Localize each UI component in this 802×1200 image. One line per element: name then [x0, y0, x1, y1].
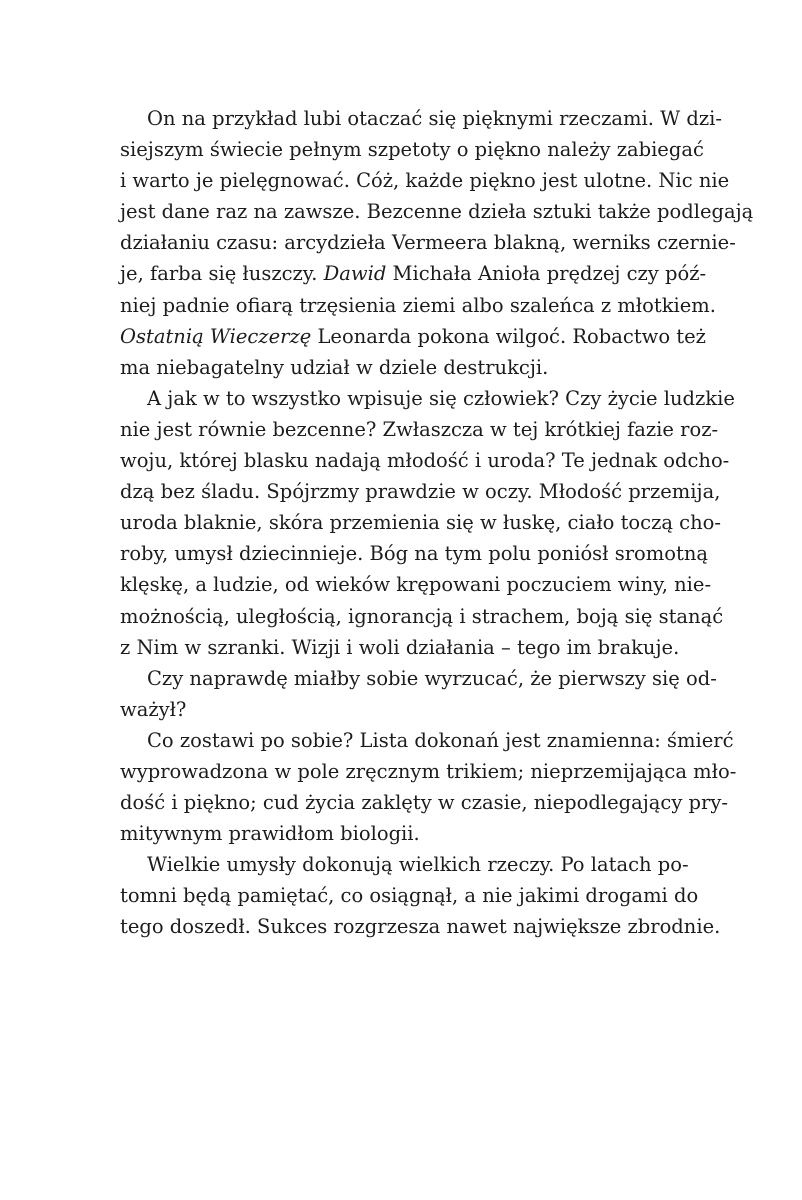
text-run: tego doszedł. Sukces rozgrzesza nawet największe zbrodnie.: [120, 915, 721, 939]
text-line: [120, 507, 721, 538]
text-line: [120, 414, 719, 445]
text-run: ważył?: [120, 697, 187, 721]
text-line: [120, 227, 736, 258]
text-run: klęskę, a ludzie, od wieków krępowani poczuciem winy, nie-: [120, 573, 712, 597]
text-line: [120, 911, 721, 942]
text-run: woju, której blasku nadają młodość i uroda? Te jednak odcho-: [120, 449, 730, 473]
text-line: [120, 787, 728, 818]
text-line: [120, 569, 712, 600]
text-line: [120, 694, 665, 725]
text-run: uroda blaknie, skóra przemienia się w łuskę, ciało toczą cho-: [120, 511, 721, 535]
paragraph: [120, 103, 754, 383]
text-line: [120, 538, 709, 569]
text-line: [120, 352, 665, 383]
text-run: niej padnie ofiarą trzęsienia ziemi albo szaleńca z młotkiem.: [120, 293, 716, 317]
text-run: Leonarda pokona wilgoć. Robactwo też: [311, 324, 706, 348]
text-line: [120, 818, 665, 849]
text-run: On na przykład lubi otaczać się pięknymi rzeczami. W dzi-: [147, 107, 722, 130]
text-run: Wielkie umysły dokonują wielkich rzeczy. Po latach po-: [147, 853, 689, 877]
text-run: je, farba się łuszczy.: [120, 262, 324, 286]
text-run: z Nim w szranki. Wizji i woli działania – tego im brakuje.: [120, 635, 680, 659]
text-run: siejszym świecie pełnym szpetoty o piękno należy zabiegać: [120, 138, 704, 162]
text-line: [120, 756, 737, 787]
text-line: [120, 663, 717, 694]
text-run: roby, umysł dziecinnieje. Bóg na tym polu poniósł sromotną: [120, 542, 709, 566]
text-run: nie jest równie bezcenne? Zwłaszcza w tej krótkiej fazie roz-: [120, 417, 719, 441]
text-line: [120, 258, 707, 289]
text-line: [120, 383, 735, 414]
text-run: Co zostawi po sobie? Lista dokonań jest znamienna: śmierć: [147, 728, 734, 752]
text-line: [120, 290, 716, 321]
text-line: [120, 134, 704, 165]
text-line: [120, 849, 689, 880]
text-run: ma niebagatelny udział w dziele destrukcji.: [120, 355, 549, 379]
text-line: [120, 880, 699, 911]
text-line: [120, 321, 706, 352]
text-run: Michała Anioła prędzej czy póź-: [386, 262, 707, 286]
text-run: działaniu czasu: arcydzieła Vermeera blakną, werniks czernie-: [120, 231, 736, 255]
text-line: [120, 632, 680, 663]
text-run: Czy naprawdę miałby sobie wyrzucać, że pierwszy się od-: [147, 666, 717, 690]
text-run: jest dane raz na zawsze. Bezcenne dzieła sztuki także podlegają: [120, 200, 754, 224]
text-run: i warto je pielęgnować. Cóż, każde piękno jest ulotne. Nic nie: [120, 169, 730, 193]
text-line: [120, 165, 730, 196]
text-line: [120, 103, 722, 134]
text-line: [120, 445, 730, 476]
paragraph: [120, 663, 717, 725]
text-line: [120, 196, 754, 227]
text-run: A jak w to wszystko wpisuje się człowiek? Czy życie ludzkie: [147, 386, 735, 410]
paragraph: [120, 383, 735, 663]
text-line: [120, 725, 734, 756]
italic-title: Dawid: [323, 262, 387, 286]
paragraph: [120, 725, 737, 849]
text-run: dzą bez śladu. Spójrzmy prawdzie w oczy. Młodość przemija,: [120, 480, 721, 504]
italic-title: Ostatnią Wieczerzę: [120, 324, 312, 348]
body-text: [120, 103, 754, 943]
text-run: mitywnym prawidłom biologii.: [120, 822, 420, 846]
text-line: [120, 476, 721, 507]
text-run: wyprowadzona w pole zręcznym trikiem; nieprzemijająca mło-: [120, 759, 737, 783]
text-run: możnością, uległością, ignorancją i strachem, boją się stanąć: [120, 604, 724, 628]
paragraph: [120, 849, 721, 942]
text-run: dość i piękno; cud życia zaklęty w czasie, niepodlegający pry-: [120, 791, 728, 815]
text-run: tomni będą pamiętać, co osiągnął, a nie jakimi drogami do: [120, 884, 699, 908]
text-line: [120, 601, 724, 632]
